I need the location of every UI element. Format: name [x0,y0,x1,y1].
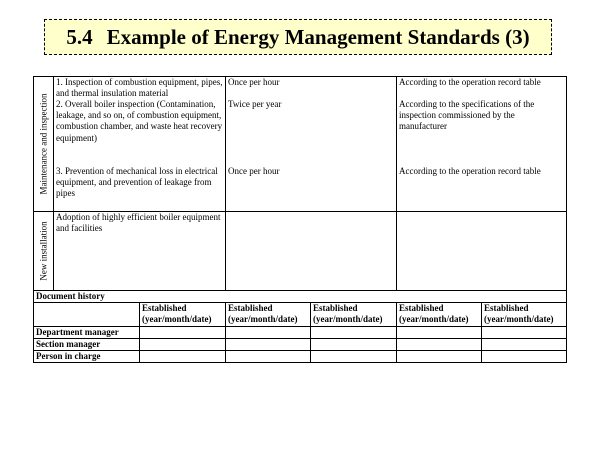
record-2: According to the specifications of the inspection commissioned by the manufacturer [399,99,535,132]
history-title-row [34,291,567,303]
maintenance-item-1: 1. Inspection of combustion equipment, pipes, and thermal insulation material [56,77,223,99]
maintenance-record-cell [397,77,567,212]
history-cell [140,351,226,363]
maintenance-item-3: 3. Prevention of mechanical loss in electrical equipment, and prevention of leakage from pipes [56,166,218,199]
history-cell [311,338,397,350]
history-cell [482,338,567,350]
history-cell [397,351,482,363]
history-cell [226,338,311,350]
new-installation-label-cell [34,212,54,291]
history-row-label-section-manager: Section manager [34,338,140,350]
established-header-1: Established (year/month/date) [140,303,226,326]
history-cell [226,351,311,363]
history-cell [311,351,397,363]
maintenance-row [34,77,567,212]
maintenance-label: Maintenance and inspection [37,93,48,195]
established-header-5: Established (year/month/date) [482,303,567,326]
new-installation-text: Adoption of highly efficient boiler equipment and facilities [54,212,226,291]
established-header-3: Established (year/month/date) [311,303,397,326]
established-header-4: Established (year/month/date) [397,303,482,326]
history-row-label-department-manager: Department manager [34,326,140,338]
standards-table [33,76,567,363]
frequency-3: Once per hour [228,166,280,176]
maintenance-label-cell [34,77,54,212]
document-history-title: Document history [34,291,567,303]
history-row-person-in-charge [34,351,567,363]
title-box [44,19,552,55]
history-row-department-manager [34,326,567,338]
history-cell [140,338,226,350]
history-cell [226,326,311,338]
history-row-label-person-in-charge: Person in charge [34,351,140,363]
history-cell [140,326,226,338]
record-1: According to the operation record table [399,77,541,87]
new-installation-empty-1 [226,212,397,291]
history-cell [397,326,482,338]
maintenance-frequency-cell [226,77,397,212]
section-number: 5.4 [66,24,93,49]
history-cell [397,338,482,350]
established-header-2: Established (year/month/date) [226,303,311,326]
page-title: Example of Energy Management Standards (3) [106,24,530,49]
maintenance-items-cell [54,77,226,212]
new-installation-row [34,212,567,291]
new-installation-label: New installation [37,221,48,281]
frequency-2: Twice per year [228,99,282,109]
maintenance-item-2: 2. Overall boiler inspection (Contamination, leakage, and so on, of combustion equipment, combustion chamber, and waste heat recovery equipment) [56,99,223,143]
history-header-blank [34,303,140,326]
history-row-section-manager [34,338,567,350]
new-installation-empty-2 [397,212,567,291]
frequency-1: Once per hour [228,77,280,87]
record-3: According to the operation record table [399,166,541,176]
history-header-row [34,303,567,326]
history-cell [482,351,567,363]
history-cell [311,326,397,338]
history-cell [482,326,567,338]
